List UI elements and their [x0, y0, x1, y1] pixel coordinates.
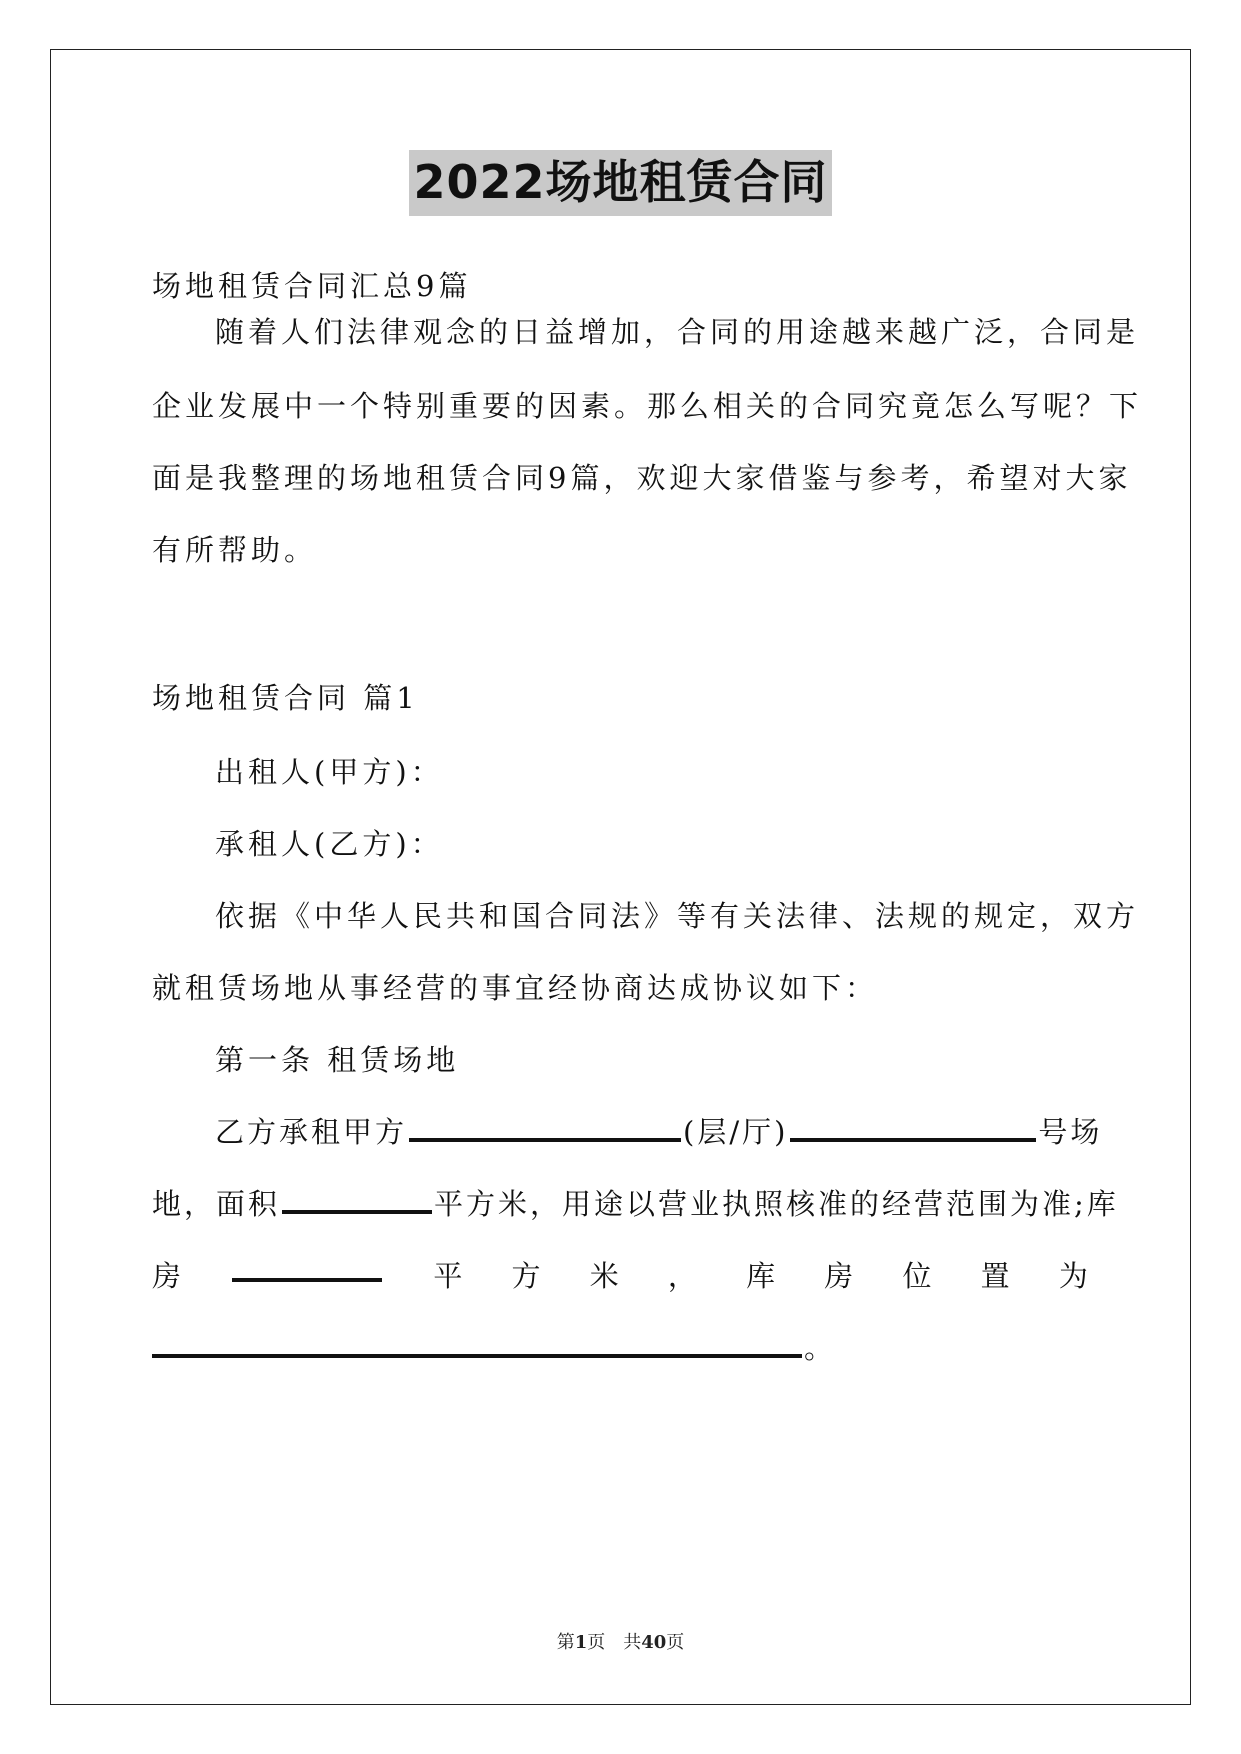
clause-text: 号场 — [1038, 1115, 1103, 1149]
clause-char: 置 — [980, 1259, 1010, 1293]
clause-text: 。 — [804, 1331, 838, 1365]
clause-char: 为 — [1058, 1259, 1088, 1293]
blank-warehouse-area — [232, 1256, 382, 1282]
clause-text: 地，面积 — [152, 1187, 281, 1221]
clause-char: 位 — [902, 1259, 932, 1293]
clause-char: 房 — [824, 1259, 854, 1293]
clause-line-1 — [215, 1112, 1103, 1152]
blank-floor — [409, 1116, 681, 1142]
title-container — [0, 150, 1241, 216]
clause-char: 库 — [746, 1259, 776, 1293]
clause-char: 平 — [433, 1259, 463, 1293]
document-title: 2022场地租赁合同 — [409, 150, 831, 216]
current-page-number: 1 — [574, 1632, 588, 1653]
footer-text: 第 — [556, 1632, 575, 1653]
intro-line-4: 有所帮助。 — [152, 533, 318, 567]
clause-char: 房 — [152, 1259, 182, 1293]
blank-area — [282, 1188, 432, 1214]
subtitle: 场地租赁合同汇总9篇 — [152, 269, 472, 303]
clause-line-2 — [152, 1184, 1119, 1224]
clause-text: 平方米，用途以营业执照核准的经营范围为准;库 — [434, 1187, 1119, 1221]
footer-text: 页 共 — [587, 1632, 642, 1653]
blank-warehouse-location — [152, 1332, 802, 1358]
intro-line-2: 企业发展中一个特别重要的因素。那么相关的合同究竟怎么写呢？下 — [152, 389, 1143, 423]
basis-line-1: 依据《中华人民共和国合同法》等有关法律、法规的规定，双方 — [215, 899, 1140, 933]
clause-text: (层/厅) — [683, 1115, 789, 1149]
clause-char: ， — [667, 1259, 697, 1293]
intro-line-3: 面是我整理的场地租赁合同9篇，欢迎大家借鉴与参考，希望对大家 — [152, 461, 1132, 495]
intro-line-1: 随着人们法律观念的日益增加，合同的用途越来越广泛，合同是 — [215, 315, 1140, 349]
clause-text: 乙方承租甲方 — [215, 1115, 408, 1149]
lessor-line: 出租人(甲方)： — [215, 755, 444, 789]
page-footer — [0, 1628, 1241, 1654]
lessee-line: 承租人(乙方)： — [215, 827, 444, 861]
total-page-count: 40 — [641, 1632, 667, 1653]
blank-site-number — [790, 1116, 1036, 1142]
section-heading: 场地租赁合同 篇1 — [152, 681, 419, 715]
basis-line-2: 就租赁场地从事经营的事宜经协商达成协议如下： — [152, 971, 879, 1005]
footer-text: 页 — [666, 1632, 685, 1653]
article-1-heading: 第一条 租赁场地 — [215, 1043, 460, 1077]
clause-line-3 — [152, 1256, 1088, 1296]
clause-line-4 — [152, 1328, 1088, 1368]
clause-char: 米 — [589, 1259, 619, 1293]
clause-char: 方 — [511, 1259, 541, 1293]
